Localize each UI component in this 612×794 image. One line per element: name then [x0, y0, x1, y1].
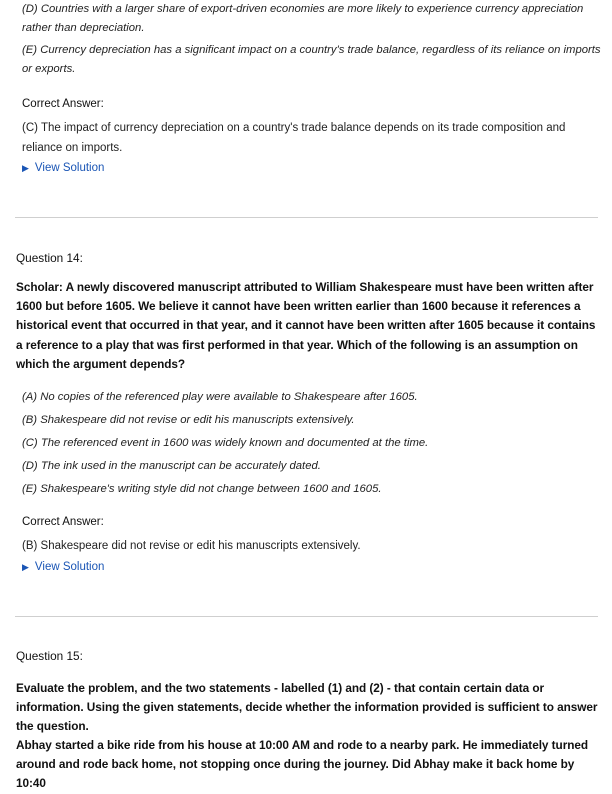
divider: [15, 616, 598, 617]
option-d: (D) The ink used in the manuscript can be accurately dated.: [22, 460, 321, 472]
view-solution-label: View Solution: [34, 162, 105, 174]
triangle-right-icon: ▶: [22, 163, 29, 173]
option-e: (E) Shakespeare's writing style did not change between 1600 and 1605.: [22, 483, 382, 495]
view-solution-label: View Solution: [34, 561, 105, 573]
option-e: (E) Currency depreciation has a significant impact on a country's trade balance, regardless of its reliance on imports or exports.: [22, 44, 601, 75]
divider: [15, 217, 598, 218]
option-a: (A) No copies of the referenced play were available to Shakespeare after 1605.: [22, 391, 418, 403]
question-instructions: Evaluate the problem, and the two statements - labelled (1) and (2) - that contain certain data or information. Using the given statements, decide whether the information provided is sufficient to answer the question.: [16, 681, 598, 734]
view-solution-link[interactable]: [22, 561, 104, 573]
question-stem: Abhay started a bike ride from his house at 10:00 AM and rode to a nearby park. He immediately turned around and rode back home, not stopping once during the journey. Did Abhay make it back home by 10:40: [16, 738, 589, 791]
view-solution-link[interactable]: [22, 162, 104, 174]
option-c: (C) The referenced event in 1600 was widely known and documented at the time.: [22, 437, 429, 449]
correct-answer-label: Correct Answer:: [22, 516, 104, 528]
option-d: (D) Countries with a larger share of export-driven economies are more likely to experience currency appreciation rather than depreciation.: [22, 3, 584, 34]
correct-answer-text: (B) Shakespeare did not revise or edit his manuscripts extensively.: [22, 540, 361, 552]
triangle-right-icon: ▶: [22, 562, 29, 572]
question-stem: Scholar: A newly discovered manuscript attributed to William Shakespeare must have been written after 1600 but before 1605. We believe it cannot have been written earlier than 1600 because it references a historical event that occurred in that year, and it cannot have been written after 1605 because it contains a reference to a play that was first performed in that year. Which of the following is an assumption on which the argument depends?: [16, 280, 596, 371]
correct-answer-text: (C) The impact of currency depreciation on a country's trade balance depends on its trade composition and reliance on imports.: [22, 122, 566, 154]
option-b: (B) Shakespeare did not revise or edit his manuscripts extensively.: [22, 414, 355, 426]
correct-answer-label: Correct Answer:: [22, 98, 104, 110]
question-title: Question 15:: [16, 649, 83, 663]
question-title: Question 14:: [16, 251, 83, 265]
